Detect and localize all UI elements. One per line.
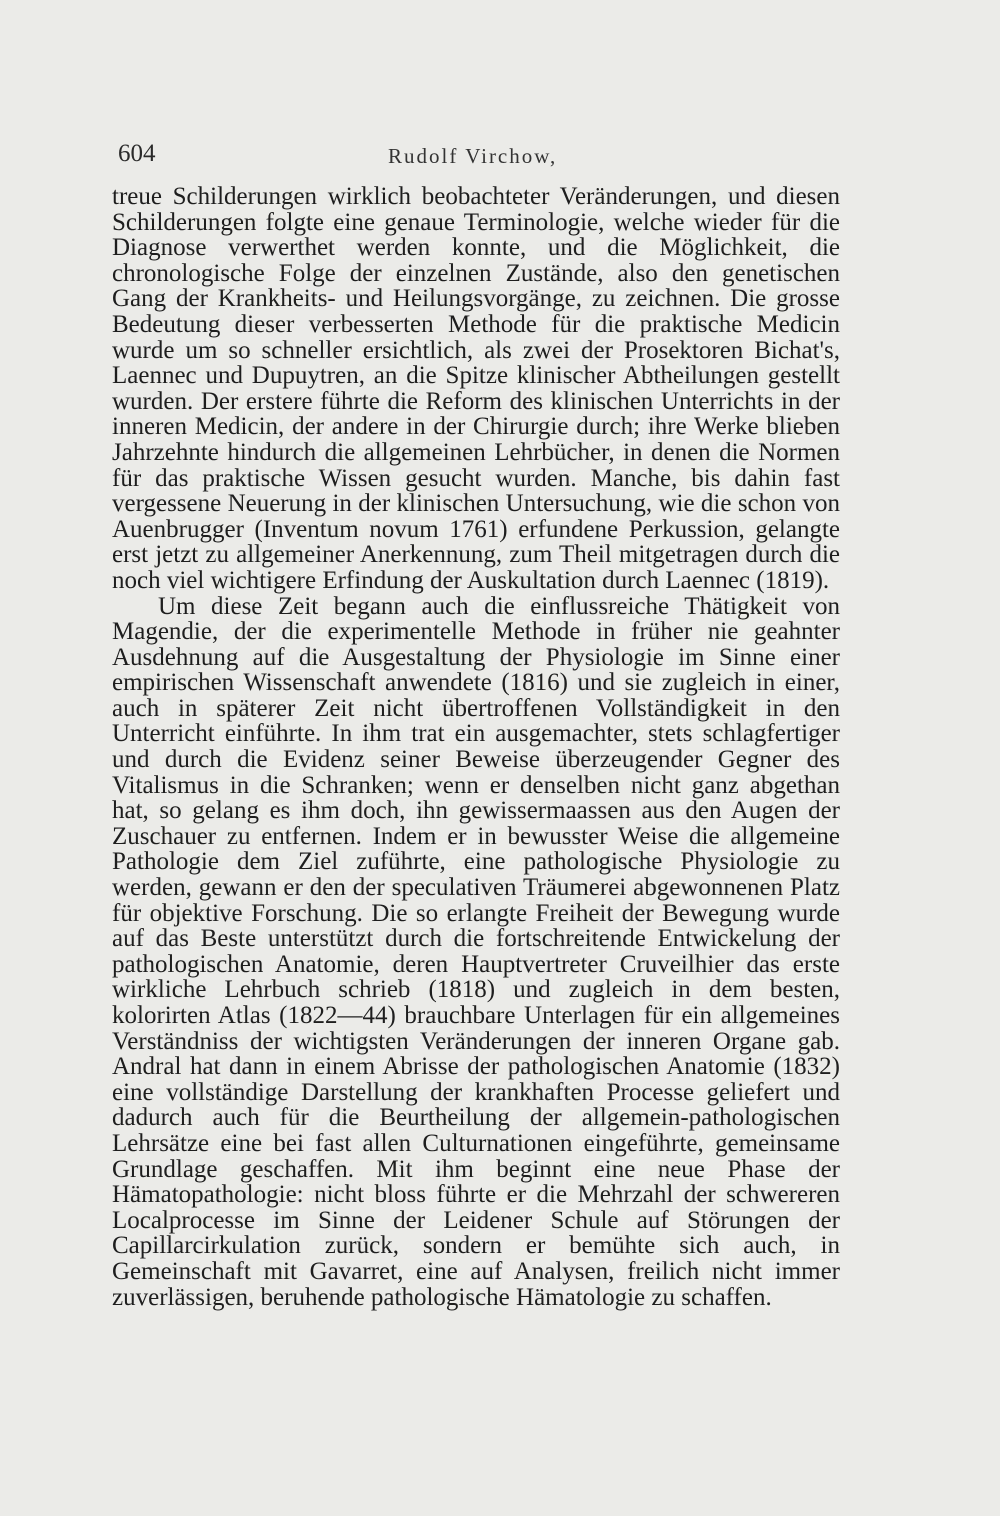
paragraph: Um diese Zeit begann auch die einflussreiche Thätigkeit von Magendie, der die experimentelle Methode in früher nie geahnter Ausdehnung auf die Ausgestaltung der Physiologie im Sinne einer empirischen Wissenschaft anwendete (1816) und sie zugleich in einer, auch in späterer Zeit nicht übertroffenen Vollständigkeit in den Unterricht einführte. In ihm trat ein ausgemachter, stets schlagfertiger und durch die Evidenz seiner Beweise überzeugender Gegner des Vitalismus in die Schranken; wenn er denselben nicht ganz abgethan hat, so gelang es ihm doch, ihn gewissermaassen aus den Augen der Zuschauer zu entfernen. Indem er in bewusster Weise die allgemeine Pathologie dem Ziel zuführte, eine pathologische Physiologie zu werden, gewann er den der speculativen Träumerei abgewonnenen Platz für objektive Forschung. Die so erlangte Freiheit der Bewegung wurde auf das Beste unterstützt durch die fortschreitende Entwickelung der pathologischen Anatomie, deren Hauptvertreter Cruveilhier das erste wirkliche Lehrbuch schrieb (1818) und zugleich in dem besten, kolorirten Atlas (1822—44) brauchbare Unterlagen für ein allgemeines Verständniss der wichtigsten Veränderungen der inneren Organe gab. Andral hat dann in einem Abrisse der pathologischen Anatomie (1832) eine vollständige Darstellung der krankhaften Processe geliefert und dadurch auch für die Beurtheilung der allgemein-pathologischen Lehrsätze eine bei fast allen Culturnationen eingeführte, gemeinsame Grundlage geschaffen. Mit ihm beginnt eine neue Phase der Hämatopathologie: nicht bloss führte er die Mehrzahl der schwereren Localprocesse im Sinne der Leidener Schule auf Störungen der Capillarcirkulation zurück, sondern er bemühte sich auch, in Gemeinschaft mit Gavarret, eine auf Analysen, freilich nicht immer zuverlässigen, beruhende pathologische Hämatologie zu schaffen. bbox=[112, 592, 840, 1311]
page-header bbox=[118, 140, 840, 180]
body-text bbox=[112, 184, 840, 1310]
paragraph: treue Schilderungen wirklich beobachteter Veränderungen, und diesen Schilderungen folgte eine genaue Terminologie, welche wieder für die Diagnose verwerthet werden konnte, und die Möglichkeit, die chronologische Folge der einzelnen Zustände, also den genetischen Gang der Krankheits- und Heilungsvorgänge, zu zeichnen. Die grosse Bedeutung dieser verbesserten Methode für die praktische Medicin wurde um so schneller ersichtlich, als zwei der Prosektoren Bichat's, Laennec und Dupuytren, an die Spitze klinischer Abtheilungen gestellt wurden. Der erstere führte die Reform des klinischen Unterrichts in der inneren Medicin, der andere in der Chirurgie durch; ihre Werke blieben Jahrzehnte hindurch die allgemeinen Lehrbücher, in denen die Normen für das praktische Wissen gesucht wurden. Manche, bis dahin fast vergessene Neuerung in der klinischen Untersuchung, wie die schon von Auenbrugger (Inventum novum 1761) erfundene Perkussion, gelangte erst jetzt zu allgemeiner Anerkennung, zum Theil mitgetragen durch die noch viel wichtigere Erfindung der Auskultation durch Laennec (1819). bbox=[112, 183, 840, 594]
running-head: Rudolf Virchow, bbox=[388, 144, 558, 168]
page-number: 604 bbox=[118, 140, 156, 167]
